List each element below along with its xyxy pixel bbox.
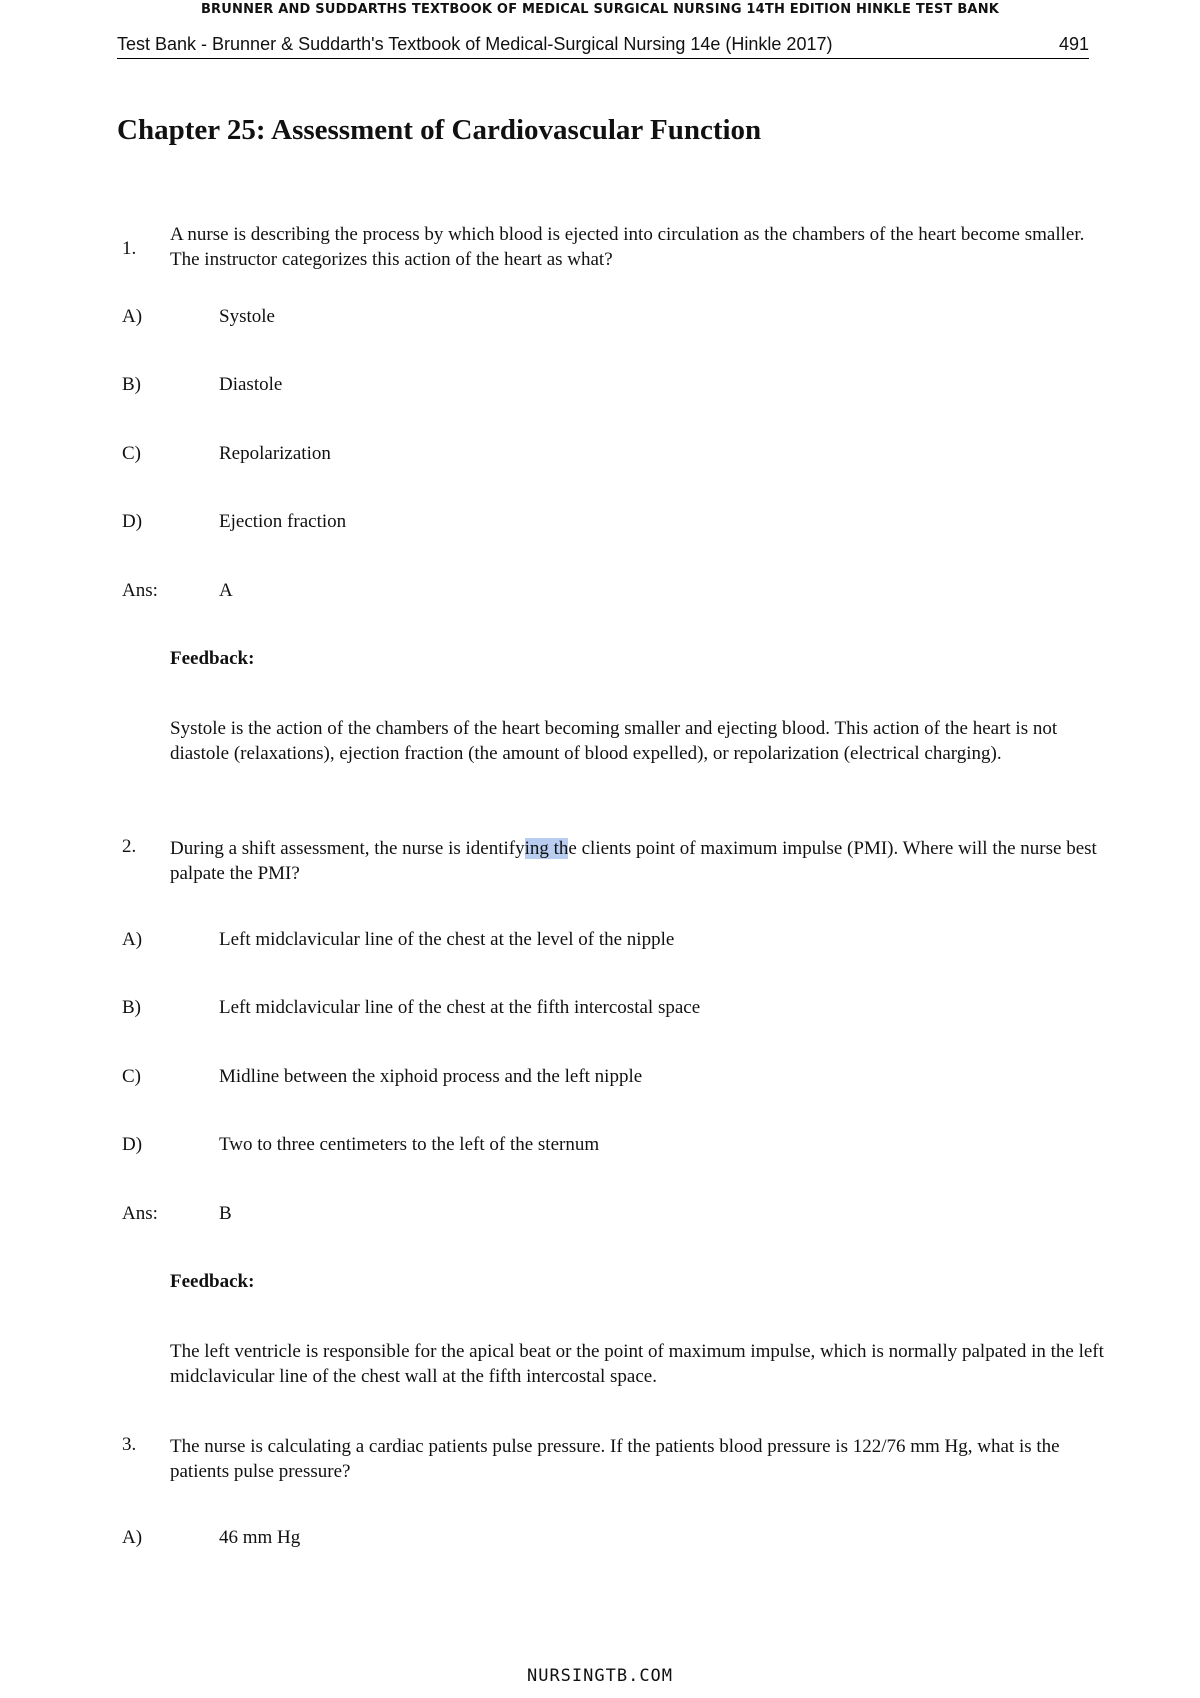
q1-option-b-text: Diastole [219,374,283,395]
q2-ans-label: Ans: [122,1203,158,1224]
q3-option-a-text: 46 mm Hg [219,1527,301,1548]
q2-option-d-text: Two to three centimeters to the left of the sternum [219,1134,600,1155]
top-banner: BRUNNER AND SUDDARTHS TEXTBOOK OF MEDICAL SURGICAL NURSING 14TH EDITION HINKLE TEST BANK [200,2,1000,17]
q2-option-c-text: Midline between the xiphoid process and the left nipple [219,1066,643,1087]
question-2-text [170,836,1105,886]
q2-feedback-text: The left ventricle is responsible for the apical beat or the point of maximum impulse, which is normally palpated in the left midclavicular line of the chest wall at the fifth intercostal space. [170,1341,1104,1387]
q1-option-c-label: C) [122,443,141,464]
q1-option-d-text: Ejection fraction [219,511,347,532]
question-3-text: The nurse is calculating a cardiac patients pulse pressure. If the patients blood pressure is 122/76 mm Hg, what is the patients pulse pressure? [170,1436,1060,1482]
question-1-text: A nurse is describing the process by which blood is ejected into circulation as the chambers of the heart become smaller. The instructor categorizes this action of the heart as what? [170,224,1085,270]
q2-answer: B [219,1203,232,1224]
question-2-number: 2. [122,836,137,857]
question-3-number: 3. [122,1434,137,1455]
q2-option-a-text: Left midclavicular line of the chest at the level of the nipple [219,929,675,950]
q1-option-d-label: D) [122,511,143,532]
chapter-title: Chapter 25: Assessment of Cardiovascular Function [117,114,762,146]
q2-text-end: e clients point of maximum impulse (PMI). Where will the nurse best palpate the PMI? [170,838,1097,884]
q3-option-a-label: A) [122,1527,143,1548]
q1-option-a-text: Systole [219,306,275,327]
q2-option-d-label: D) [122,1134,143,1155]
q1-feedback-text: Systole is the action of the chambers of the heart becoming smaller and ejecting blood. This action of the heart is not diastole (relaxations), ejection fraction (the amount of blood expelled), or repolarization (electrical charging). [170,718,1058,764]
running-header [117,34,1089,59]
q2-option-b-label: B) [122,997,141,1018]
q2-feedback-label: Feedback: [170,1271,255,1292]
q1-option-a-label: A) [122,306,143,327]
page-number: 491 [1058,34,1089,54]
q1-option-b-label: B) [122,374,141,395]
q1-feedback-label: Feedback: [170,648,255,669]
header-title: Test Bank - Brunner & Suddarth's Textbook of Medical-Surgical Nursing 14e (Hinkle 2017) [117,34,833,54]
q2-option-a-label: A) [122,929,143,950]
q1-option-c-text: Repolarization [219,443,331,464]
text-selection-highlight[interactable]: ing th [524,838,569,859]
q2-option-b-text: Left midclavicular line of the chest at the fifth intercostal space [219,997,701,1018]
q1-ans-label: Ans: [122,580,158,601]
q2-option-c-label: C) [122,1066,141,1087]
footer-watermark: NURSINGTB.COM [526,1666,674,1686]
question-1-number: 1. [122,238,137,259]
q1-answer: A [219,580,233,601]
q2-text-start: During a shift assessment, the nurse is identify [170,838,525,859]
